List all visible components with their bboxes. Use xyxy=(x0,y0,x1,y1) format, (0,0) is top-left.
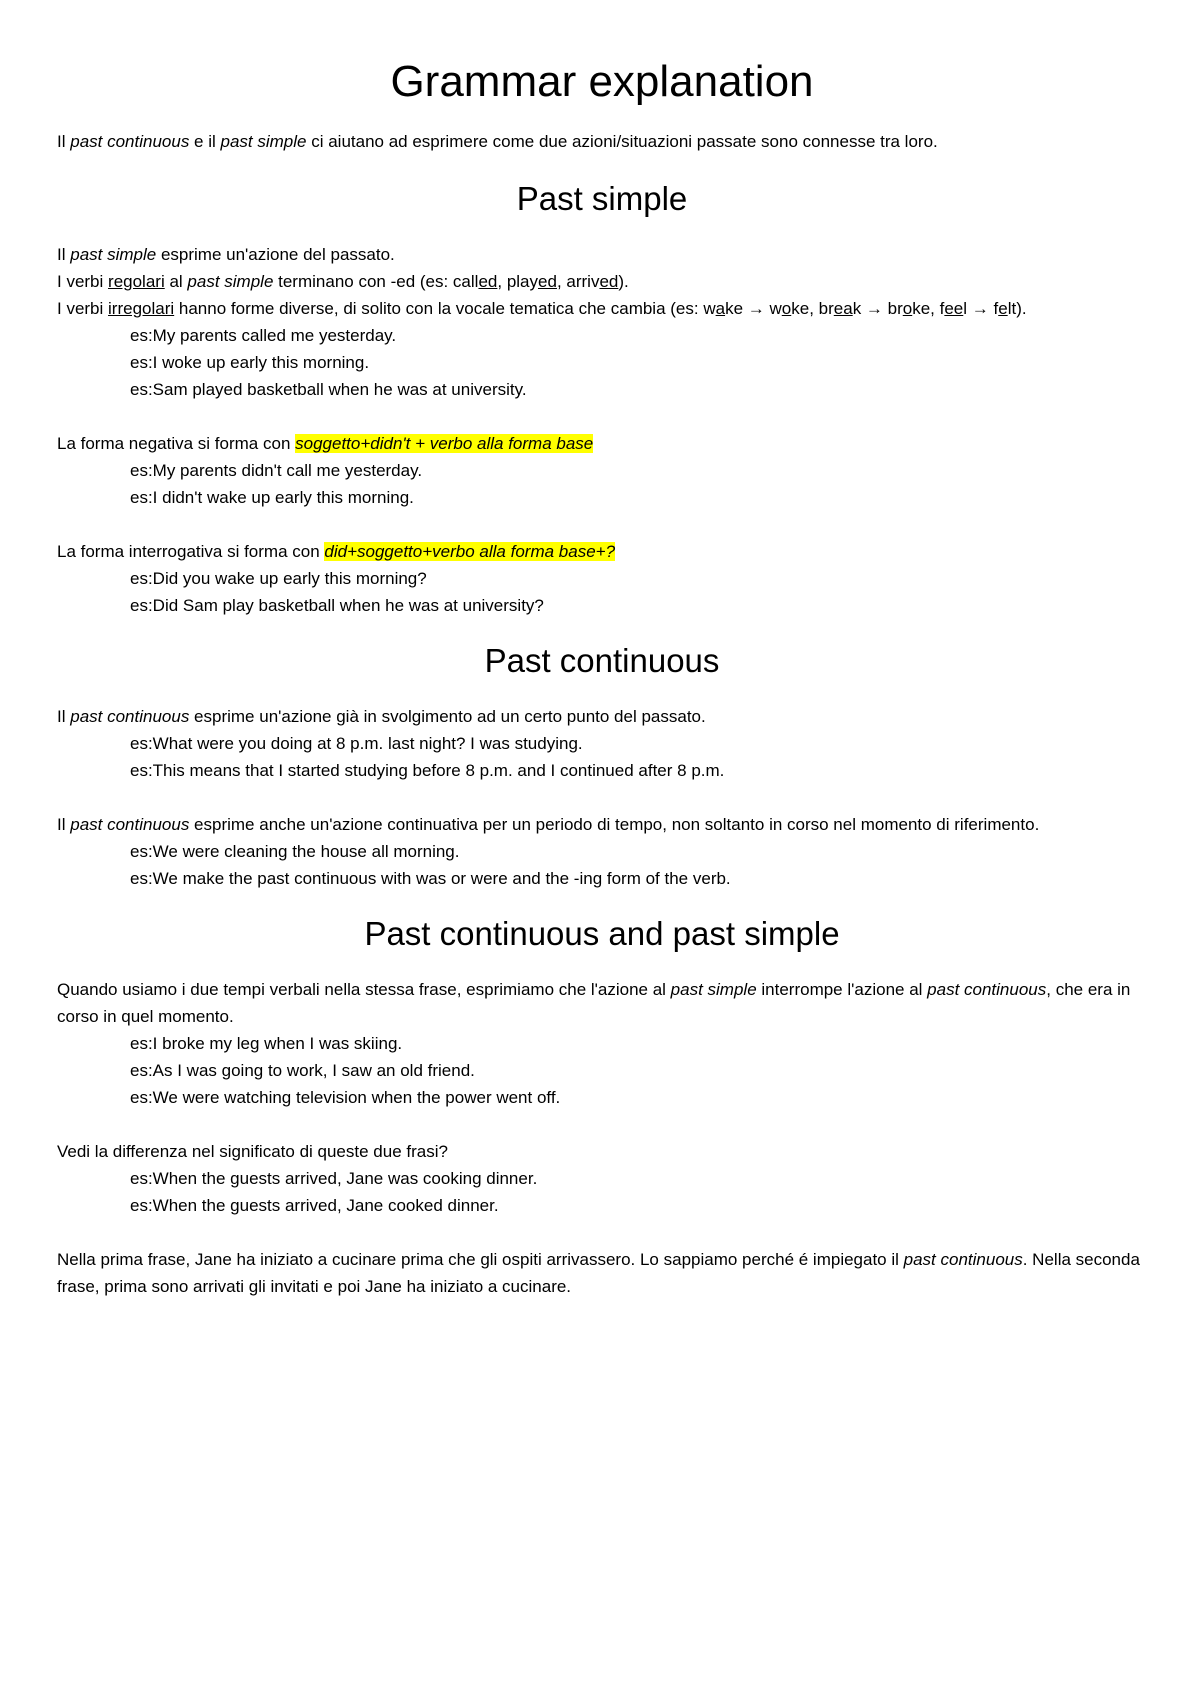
example-sentence: es:We were watching television when the power went off. xyxy=(130,1088,561,1107)
italic-term: past simple xyxy=(220,132,307,151)
italic-term: past continuous xyxy=(70,815,190,834)
conclusion-paragraph xyxy=(57,1246,1147,1300)
irregular-verbs-rule xyxy=(57,295,1147,322)
heading-past-continuous-and-simple: Past continuous and past simple xyxy=(364,915,840,952)
past-simple-definition xyxy=(57,241,1147,268)
example-sentence: es:I didn't wake up early this morning. xyxy=(130,488,414,507)
negative-form-rule xyxy=(57,430,1147,457)
example-sentence: es:When the guests arrived, Jane cooked dinner. xyxy=(130,1196,499,1215)
text-run: Il xyxy=(57,815,71,834)
example-sentence: es:We were cleaning the house all morning. xyxy=(130,842,460,861)
underlined-suffix: ed xyxy=(478,272,498,291)
text-run: Il xyxy=(57,245,71,264)
italic-term: past continuous xyxy=(70,132,190,151)
example-sentence: es:We make the past continuous with was or were and the -ing form of the verb. xyxy=(130,869,731,888)
heading-past-simple: Past simple xyxy=(516,180,688,217)
italic-term: past simple xyxy=(187,272,274,291)
underlined-term: regolari xyxy=(108,272,165,291)
text-run: al xyxy=(164,272,188,291)
text-run: Il xyxy=(57,707,71,726)
underlined-suffix: ed xyxy=(599,272,619,291)
text-run: esprime un'azione già in svolgimento ad un certo punto del passato. xyxy=(189,707,706,726)
highlighted-formula: did+soggetto+verbo alla forma base+? xyxy=(324,542,616,561)
text-run: ke, br xyxy=(791,299,834,318)
example-sentence: es:When the guests arrived, Jane was cooking dinner. xyxy=(130,1169,538,1188)
text-run: Il xyxy=(57,132,71,151)
italic-term: past continuous xyxy=(903,1250,1023,1269)
heading-past-continuous: Past continuous xyxy=(484,642,720,679)
text-run: l → f xyxy=(963,299,999,318)
text-run: esprime un'azione del passato. xyxy=(156,245,395,264)
underlined-vowel: a xyxy=(715,299,726,318)
example-sentence: es:Did Sam play basketball when he was at university? xyxy=(130,596,544,615)
text-run: Nella prima frase, Jane ha iniziato a cucinare prima che gli ospiti arrivassero. Lo sappiamo perché é impiegato il xyxy=(57,1250,904,1269)
example-sentence: es:My parents didn't call me yesterday. xyxy=(130,461,423,480)
text-run: La forma interrogativa si forma con xyxy=(57,542,325,561)
example-sentence: es:As I was going to work, I saw an old friend. xyxy=(130,1061,475,1080)
italic-term: past simple xyxy=(70,245,157,264)
combined-tenses-rule xyxy=(57,976,1147,1030)
text-run: ke, f xyxy=(912,299,945,318)
underlined-term: irregolari xyxy=(108,299,175,318)
regular-verbs-rule xyxy=(57,268,1147,295)
text-run: k → br xyxy=(852,299,903,318)
text-run: . Nella seconda frase, prima sono arrivati gli invitati e poi Jane ha iniziato a cucinare. xyxy=(57,1250,1140,1296)
underlined-vowel: o xyxy=(781,299,792,318)
past-continuous-duration-rule xyxy=(57,811,1147,838)
text-run: lt). xyxy=(1007,299,1027,318)
text-run: I verbi xyxy=(57,299,109,318)
text-run: , che era in corso in quel momento. xyxy=(57,980,1131,1026)
example-sentence: es:This means that I started studying before 8 p.m. and I continued after 8 p.m. xyxy=(130,761,725,780)
highlighted-formula: soggetto+didn't + verbo alla forma base xyxy=(295,434,594,453)
underlined-vowel: e xyxy=(998,299,1008,318)
text-run: , play xyxy=(497,272,539,291)
example-sentence: es:What were you doing at 8 p.m. last night? I was studying. xyxy=(130,734,583,753)
text-run: terminano con -ed (es: call xyxy=(273,272,479,291)
text-run: interrompe l'azione al xyxy=(756,980,928,999)
example-sentence: es:My parents called me yesterday. xyxy=(130,326,397,345)
underlined-vowel: o xyxy=(902,299,913,318)
underlined-vowel: ee xyxy=(944,299,964,318)
italic-term: past continuous xyxy=(70,707,190,726)
text-run: Quando usiamo i due tempi verbali nella stessa frase, esprimiamo che l'azione al xyxy=(57,980,671,999)
text-run: ci aiutano ad esprimere come due azioni/situazioni passate sono connesse tra loro. xyxy=(306,132,938,151)
underlined-suffix: ed xyxy=(538,272,557,291)
example-sentence: es:Did you wake up early this morning? xyxy=(130,569,427,588)
intro-paragraph xyxy=(57,128,1147,155)
text-run: ke → w xyxy=(725,299,782,318)
text-run: ). xyxy=(618,272,629,291)
example-sentence: es:Sam played basketball when he was at university. xyxy=(130,380,527,399)
italic-term: past simple xyxy=(670,980,757,999)
past-continuous-definition xyxy=(57,703,1147,730)
difference-question: Vedi la differenza nel significato di queste due frasi? xyxy=(57,1142,448,1161)
text-run: hanno forme diverse, di solito con la vocale tematica che cambia (es: w xyxy=(174,299,716,318)
example-sentence: es:I woke up early this morning. xyxy=(130,353,370,372)
text-run: I verbi xyxy=(57,272,109,291)
text-run: e il xyxy=(189,132,221,151)
example-sentence: es:I broke my leg when I was skiing. xyxy=(130,1034,403,1053)
text-run: La forma negativa si forma con xyxy=(57,434,296,453)
italic-term: past continuous xyxy=(927,980,1047,999)
document-page xyxy=(57,52,1147,1300)
text-run: , arriv xyxy=(556,272,600,291)
interrogative-form-rule xyxy=(57,538,1147,565)
text-run: esprime anche un'azione continuativa per un periodo di tempo, non soltanto in corso nel momento di riferimento. xyxy=(189,815,1040,834)
document-title: Grammar explanation xyxy=(390,57,814,106)
underlined-vowel: ea xyxy=(833,299,853,318)
